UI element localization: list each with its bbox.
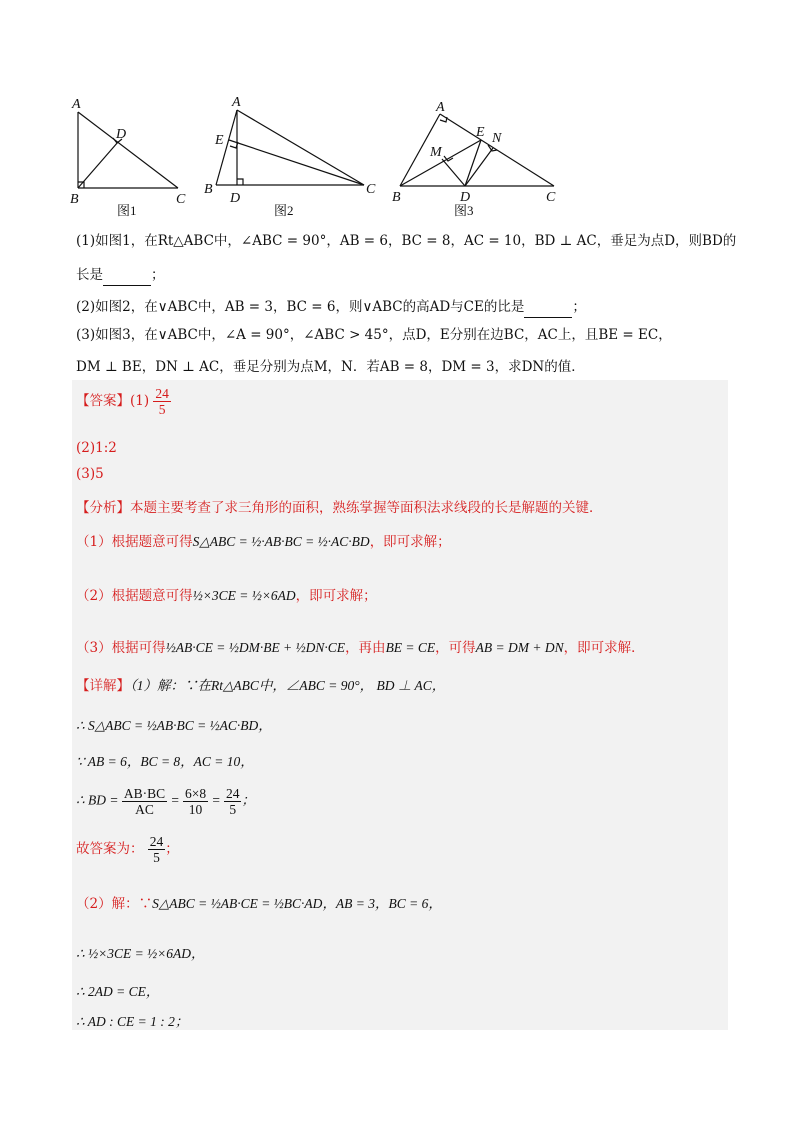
analysis-1-prefix: （1）根据题意可得	[76, 534, 193, 550]
analysis-2-formula: ½×3CE = ½×6AD	[192, 588, 296, 603]
answer-1-numerator: 24	[155, 386, 169, 401]
fig2-label-a: A	[232, 95, 241, 110]
detail-2-area: S△ABC = ½AB·CE = ½BC·AD	[152, 896, 323, 911]
fig3-label-e: E	[476, 125, 485, 140]
detail-2-intro-text: （2）解：∵	[76, 896, 153, 912]
detail-1-frac-b-num: 6×8	[184, 786, 207, 801]
analysis-intro-text: 本题主要考查了求三角形的面积，熟练掌握等面积法求线段的长是解题的关键．	[130, 500, 603, 516]
answer-1-prefix: (1)	[130, 393, 150, 409]
detail-1-fraction-c	[224, 786, 242, 817]
question-3-line-2: DM ⊥ BE，DN ⊥ AC，垂足分别为点M，N．若AB = 8，DM = 3，求DN的值．	[76, 359, 585, 375]
question-2-text: (2)如图2，在∨ABC中，AB = 3，BC = 6，则∨ABC的高AD与CE的比是	[76, 299, 525, 315]
fig3-label-m: M	[430, 145, 442, 160]
detail-1-frac-c-num: 24	[225, 786, 240, 801]
fig2-label-e: E	[215, 133, 224, 148]
detail-1-intro: （1）解：∵在Rt△ABC中，∠ABC = 90°， BD ⊥ AC，	[130, 678, 446, 693]
fig1-label-c: C	[176, 192, 186, 207]
detail-1-fraction-b	[183, 786, 208, 817]
detail-1-result-prefix: ∴ BD =	[76, 792, 119, 808]
fig1-caption: 图1	[117, 203, 137, 218]
question-3-line-1: (3)如图3，在∨ABC中，∠A = 90°，∠ABC > 45°，点D，E分别在边BC，AC上，且BE = EC，	[76, 327, 672, 343]
detail-2-given: ，AB = 3，BC = 6，	[322, 896, 442, 911]
detail-1-answer-fraction	[148, 834, 166, 865]
analysis-3-formula-2: BE = CE	[385, 640, 436, 655]
analysis-3-suffix: ，即可求解．	[563, 640, 645, 656]
analysis-point-1	[76, 530, 451, 550]
fig3-label-b: B	[392, 190, 401, 205]
detail-1-answer-num: 24	[149, 834, 164, 849]
fig2-caption: 图2	[274, 203, 294, 218]
analysis-3-mid-1: ，再由	[345, 640, 386, 656]
answer-row-1	[76, 386, 171, 417]
fig3-label-c: C	[546, 190, 556, 205]
detail-intro	[76, 674, 445, 694]
detail-1-frac-c-den: 5	[229, 802, 237, 817]
question-1-line-1: (1)如图1，在Rt△ABC中，∠ABC = 90°，AB = 6，BC = 8，AC = 10，BD ⊥ AC，垂足为点D，则BD的	[76, 233, 737, 249]
analysis-1-formula: S△ABC = ½·AB·BC = ½·AC·BD	[192, 534, 370, 549]
analysis-point-2	[76, 584, 377, 604]
analysis-3-formula-3: AB = DM + DN	[475, 640, 564, 655]
analysis-2-suffix: ，即可求解；	[295, 588, 377, 604]
detail-2-step-2: ∴ 2AD = CE，	[76, 984, 160, 999]
figure-strip	[60, 92, 620, 222]
question-2-end: ；	[572, 299, 586, 315]
answer-blank-2	[524, 303, 572, 318]
fig1-label-a: A	[72, 97, 81, 112]
fig1-label-b: B	[70, 192, 79, 207]
detail-1-answer: 故答案为： $\frac{24}{5}$ ；	[76, 834, 179, 865]
fig2-label-d: D	[230, 191, 241, 206]
analysis-3-formula: ½AB·CE = ½DM·BE + ½DN·CE	[165, 640, 346, 655]
question-1-prefix: 长是	[76, 267, 103, 283]
detail-1-frac-a-num: AB·BC	[123, 786, 166, 801]
detail-1-result: ∴ BD = $\frac{AB\cdot BC}{AC}$ = $\frac{6\times 8}{10}$ = $\frac{24}{5}$ ；	[76, 786, 255, 817]
detail-2-intro	[76, 892, 442, 912]
detail-1-fraction-a	[122, 786, 167, 817]
solution-panel	[72, 380, 728, 1030]
question-1-line-2	[76, 264, 736, 286]
fig3-label-n: N	[492, 131, 502, 146]
detail-1-frac-b-den: 10	[188, 802, 203, 817]
fig1-label-d: D	[116, 127, 127, 142]
figure-2	[216, 110, 364, 185]
analysis-label: 【分析】	[76, 500, 130, 516]
fig3-caption: 图3	[454, 203, 474, 218]
answer-1-fraction	[153, 386, 171, 417]
detail-label: 【详解】	[76, 678, 130, 694]
answer-3: (3)5	[76, 466, 104, 482]
analysis-point-3	[76, 636, 645, 656]
fig3-label-d: D	[460, 190, 471, 205]
answer-blank-1	[103, 271, 151, 286]
analysis-intro	[76, 496, 603, 516]
fig2-label-c: C	[366, 182, 376, 197]
analysis-2-prefix: （2）根据题意可得	[76, 588, 193, 604]
answer-label: 【答案】	[76, 393, 130, 409]
detail-1-frac-a-den: AC	[135, 802, 154, 817]
detail-1-given: ∵ AB = 6，BC = 8，AC = 10，	[76, 754, 254, 769]
figure-1	[78, 112, 178, 188]
fig3-label-a: A	[436, 100, 445, 115]
answer-2: (2)1:2	[76, 440, 117, 456]
detail-2-step-1: ∴ ½×3CE = ½×6AD，	[76, 946, 205, 961]
analysis-1-suffix: ，即可求解；	[369, 534, 451, 550]
detail-2-step-3: ∴ AD : CE = 1 : 2；	[76, 1014, 189, 1029]
detail-1-answer-prefix: 故答案为：	[76, 841, 144, 857]
question-2	[76, 296, 736, 318]
detail-1-area: ∴ S△ABC = ½AB·BC = ½AC·BD，	[76, 718, 272, 733]
detail-1-answer-den: 5	[153, 850, 160, 865]
question-1-end: ；	[151, 267, 165, 283]
answer-1-denominator: 5	[158, 402, 166, 417]
fig2-label-b: B	[204, 182, 213, 197]
analysis-3-prefix: （3）根据可得	[76, 640, 166, 656]
analysis-3-mid-2: ，可得	[435, 640, 476, 656]
geometry-figures	[60, 92, 620, 222]
